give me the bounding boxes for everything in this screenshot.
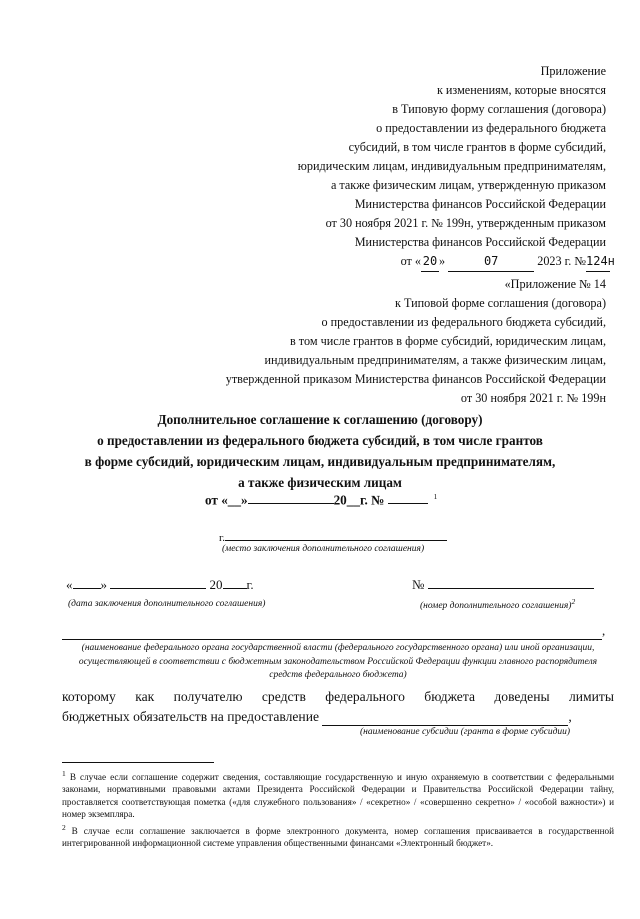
footnote-divider bbox=[62, 762, 214, 763]
order-date-line: от « 20 » 07 2023 г. №124н bbox=[401, 252, 610, 272]
header-line: к изменениям, которые вносятся bbox=[436, 83, 606, 97]
header-line: от 30 ноября 2021 г. № 199н, утвержденным приказом bbox=[325, 216, 606, 230]
header-line: Приложение bbox=[540, 64, 606, 78]
agreement-date-field: « » 20 г. bbox=[66, 577, 254, 592]
header-line: Министерства финансов Российской Федерации bbox=[354, 197, 606, 211]
blank-line bbox=[428, 588, 594, 589]
blank-line bbox=[322, 709, 568, 726]
header-line: о предоставлении из федерального бюджета bbox=[376, 121, 606, 135]
title-line: в форме субсидий, юридическим лицам, индивидуальным предпринимателям, bbox=[84, 454, 556, 469]
footnote-2: $^2$ В случае если соглашение заключается в форме электронного документа, номер соглашения присваивается в государственной интегрированной информационной системе управления общественными финансами «Электронный бюджет». bbox=[62, 823, 615, 849]
header-line: «Приложение № 14 bbox=[504, 277, 606, 291]
blank-line bbox=[248, 503, 334, 504]
handwritten-number: 124н bbox=[586, 252, 610, 272]
title-line: Дополнительное соглашение к соглашению (договору) bbox=[157, 412, 483, 427]
blank-line bbox=[223, 588, 247, 589]
blank-line bbox=[388, 503, 428, 504]
number-caption: (номер дополнительного соглашения)$^2$ bbox=[420, 597, 576, 612]
footnote-1: $^1$ В случае если соглашение содержит сведения, составляющие государственную и иную охраняемую в соответствии с федеральными законами, нормативными правовыми актами Президента Российской Федерации и Правительства Российской Федерации тайну, проставляется соответствующая пометка («для служебного пользования» / «секретно» / «совершенно секретно» / «особой важности») и номер экземпляра. bbox=[62, 769, 614, 820]
title-line: о предоставлении из федерального бюджета субсидий, в том числе грантов bbox=[97, 433, 543, 448]
header-line: в Типовую форму соглашения (договора) bbox=[392, 102, 606, 116]
organ-field: , bbox=[62, 623, 605, 640]
blank-line bbox=[73, 588, 101, 589]
organ-caption: (наименование федерального органа государственной власти (федерального государственного органа) или иной организации, осуществляющей в соответствии с бюджетным законодательством Российской Федерации функции главного распорядителя средств федерального бюджета) bbox=[78, 643, 598, 680]
paragraph-line-2: бюджетных обязательств на предоставление , bbox=[62, 709, 572, 724]
header-line: к Типовой форме соглашения (договора) bbox=[395, 296, 606, 310]
place-field: г. bbox=[219, 532, 447, 544]
header-line: утвержденной приказом Министерства финансов Российской Федерации bbox=[225, 372, 606, 386]
handwritten-day: 20 bbox=[421, 252, 439, 272]
header-line: а также физическим лицам, утвержденную приказом bbox=[330, 178, 606, 192]
header-line: о предоставлении из федерального бюджета субсидий, bbox=[321, 315, 606, 329]
date-caption: (дата заключения дополнительного соглашения) bbox=[68, 599, 266, 609]
header-line: Министерства финансов Российской Федерации bbox=[354, 235, 606, 249]
header-line: юридическим лицам, индивидуальным предпринимателям, bbox=[297, 159, 606, 173]
blank-line bbox=[62, 623, 602, 640]
place-caption: (место заключения дополнительного соглашения) bbox=[222, 544, 425, 554]
blank-line bbox=[110, 588, 206, 589]
title-line: а также физическим лицам bbox=[238, 475, 402, 490]
header-line: от 30 ноября 2021 г. № 199н bbox=[460, 391, 606, 405]
agreement-number-field: № bbox=[412, 577, 594, 593]
paragraph-line-1: которому как получателю средств федерального бюджета доведены лимиты bbox=[62, 689, 614, 704]
header-line: в том числе грантов в форме субсидий, юридическим лицам, bbox=[290, 334, 606, 348]
header-line: индивидуальным предпринимателям, а также физическим лицам, bbox=[264, 353, 606, 367]
header-line: субсидий, в том числе грантов в форме субсидий, bbox=[348, 140, 606, 154]
handwritten-month: 07 bbox=[448, 252, 534, 272]
blank-line bbox=[225, 540, 447, 541]
subsidy-caption: (наименование субсидии (гранта в форме субсидии) bbox=[360, 727, 571, 737]
title-date-line: от «__» 20__г. № $^1$ bbox=[205, 492, 438, 508]
